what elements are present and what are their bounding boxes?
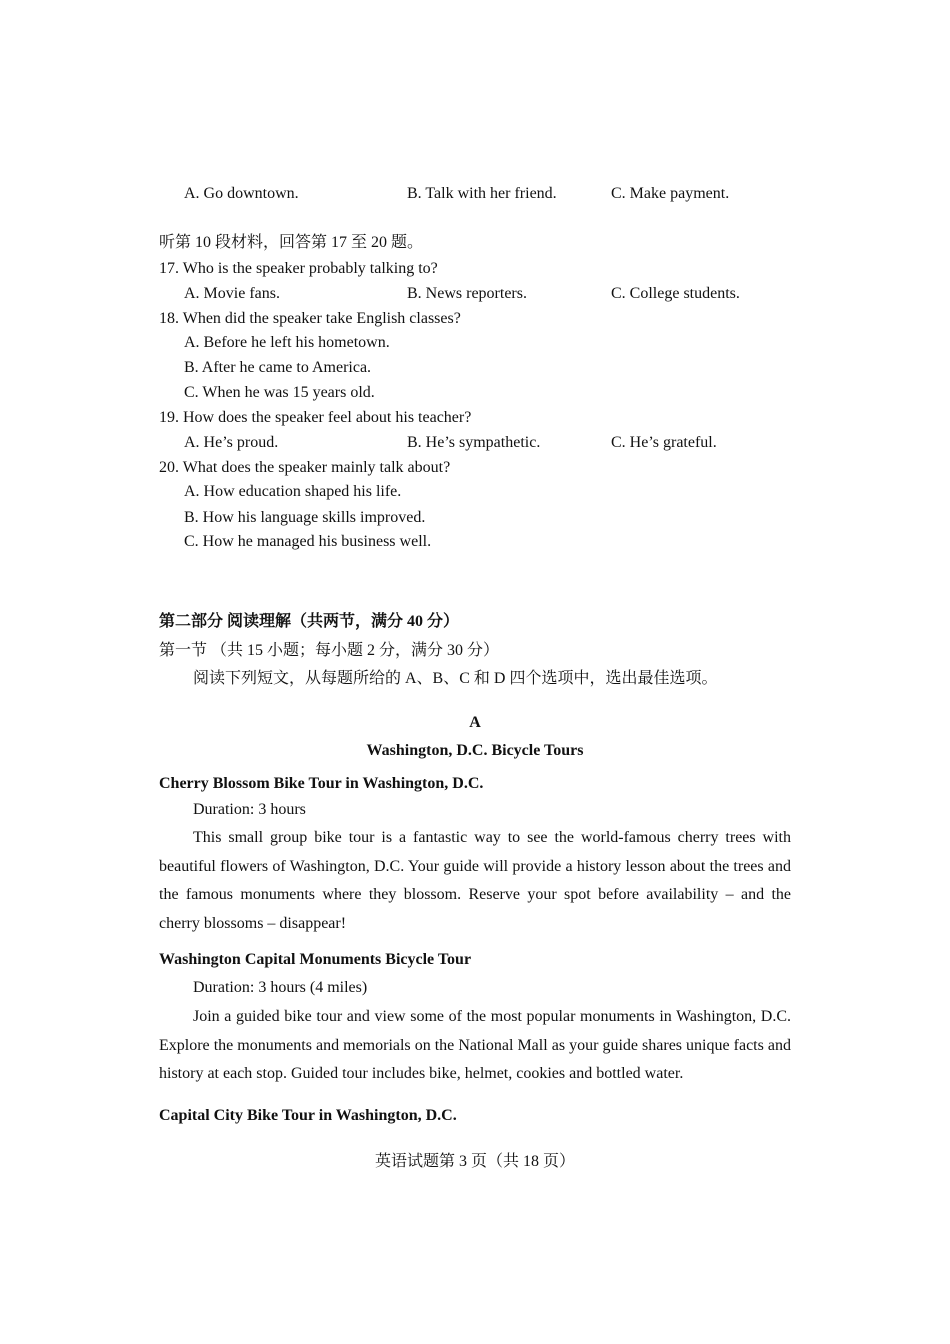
part2-section1: 第一节 （共 15 小题；每小题 2 分，满分 30 分） <box>159 642 500 659</box>
q19-stem: 19. How does the speaker feel about his teacher? <box>159 409 472 426</box>
q16-option-c: C. Make payment. <box>611 185 730 202</box>
q20-option-a: A. How education shaped his life. <box>184 483 402 500</box>
q19-option-c: C. He’s grateful. <box>611 434 717 451</box>
section10-intro: 听第 10 段材料，回答第 17 至 20 题。 <box>159 234 424 251</box>
q16-option-a: A. Go downtown. <box>184 185 299 202</box>
tour1-duration: Duration: 3 hours <box>193 801 306 818</box>
tour2-duration: Duration: 3 hours (4 miles) <box>193 979 368 996</box>
q18-option-c: C. When he was 15 years old. <box>184 384 375 401</box>
q17-option-c: C. College students. <box>611 285 740 302</box>
q17-option-b: B. News reporters. <box>407 285 527 302</box>
tour2-description: Join a guided bike tour and view some of the most popular monuments in Washington, D.C. Explore the monuments and memorials on the National Mall as your guide shares unique facts and history at each stop. Guided tour includes bike, helmet, cookies and bottled water. <box>159 1008 791 1083</box>
q20-option-c: C. How he managed his business well. <box>184 533 432 550</box>
tour1-name: Cherry Blossom Bike Tour in Washington, D.C. <box>159 775 484 792</box>
q16-option-b: B. Talk with her friend. <box>407 185 557 202</box>
part2-heading: 第二部分 阅读理解（共两节，满分 40 分） <box>159 613 460 630</box>
part2-instruction: 阅读下列短文，从每题所给的 A、B、C 和 D 四个选项中，选出最佳选项。 <box>193 670 718 687</box>
q18-option-b: B. After he came to America. <box>184 359 372 376</box>
q19-option-b: B. He’s sympathetic. <box>407 434 541 451</box>
q20-stem: 20. What does the speaker mainly talk about? <box>159 459 451 476</box>
q20-option-b: B. How his language skills improved. <box>184 509 426 526</box>
passage-letter: A <box>469 714 481 731</box>
q18-stem: 18. When did the speaker take English classes? <box>159 310 461 327</box>
tour3-name: Capital City Bike Tour in Washington, D.C. <box>159 1107 457 1124</box>
passage-title: Washington, D.C. Bicycle Tours <box>366 742 584 759</box>
q18-option-a: A. Before he left his hometown. <box>184 334 390 351</box>
page-footer: 英语试题第 3 页（共 18 页） <box>374 1153 575 1170</box>
q17-stem: 17. Who is the speaker probably talking to? <box>159 260 438 277</box>
q19-option-a: A. He’s proud. <box>184 434 279 451</box>
q17-option-a: A. Movie fans. <box>184 285 280 302</box>
tour2-name: Washington Capital Monuments Bicycle Tour <box>159 951 472 968</box>
tour1-description: This small group bike tour is a fantastic way to see the world-famous cherry trees with beautiful flowers of Washington, D.C. Your guide will provide a history lesson about the trees and the famous monuments where they blossom. Reserve your spot before availability – and the cherry blossoms – disappear! <box>159 829 791 933</box>
